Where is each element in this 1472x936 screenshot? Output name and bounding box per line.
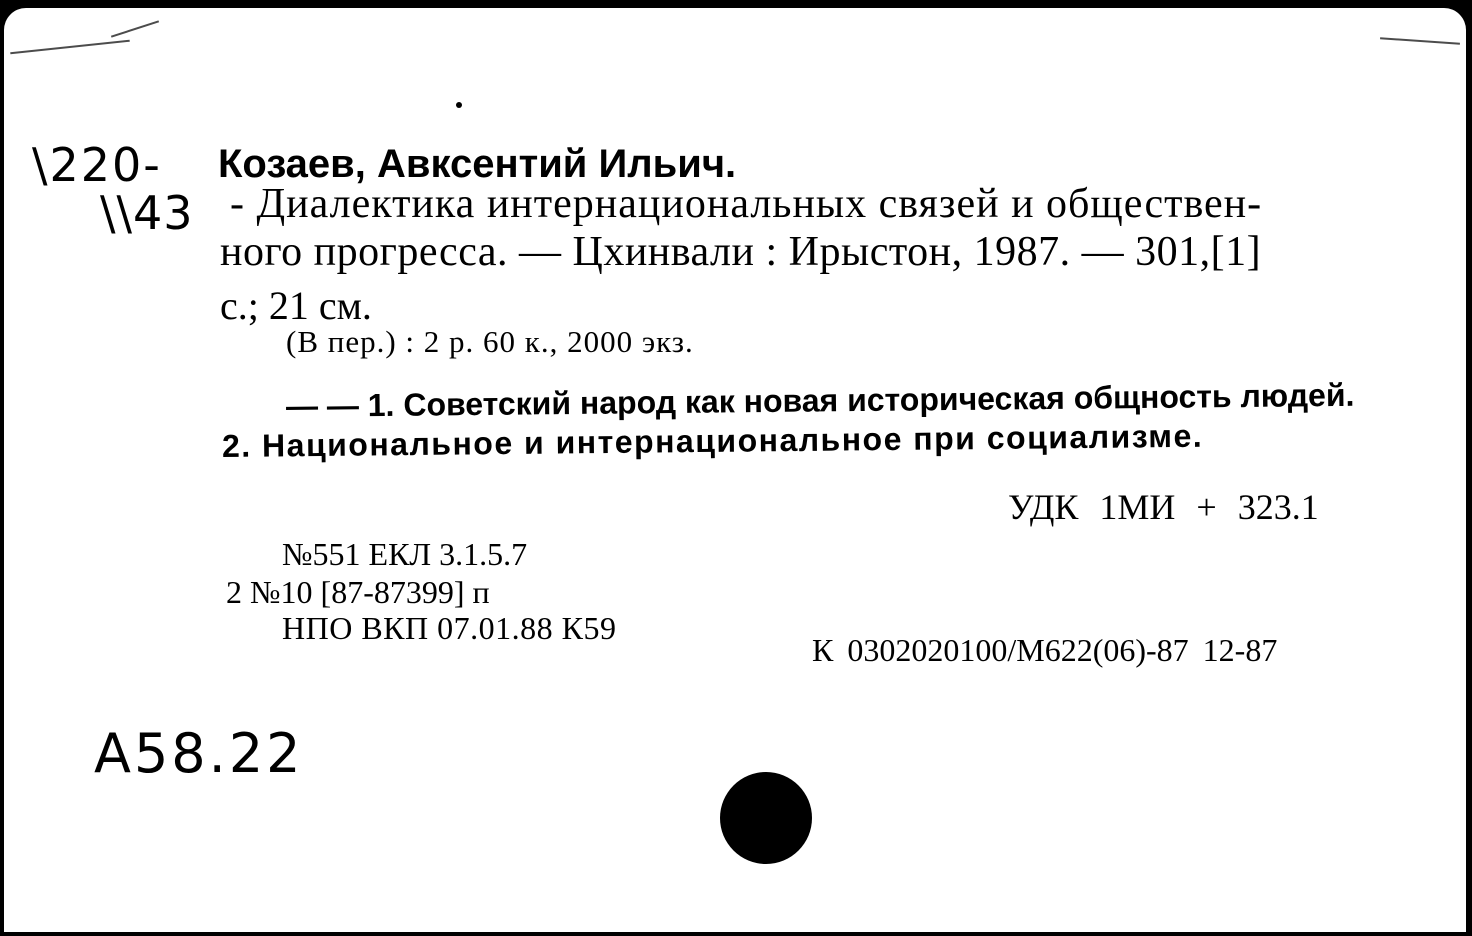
shelfmark-top-line2: \\43 (100, 186, 194, 240)
price-line: (В пер.) : 2 р. 60 к., 2000 экз. (286, 324, 694, 359)
author-heading: Козаев, Авксентий Ильич. (218, 142, 737, 186)
title-line-2: ного прогресса. — Цхинвали : Ирыстон, 1987. — 301,[1] (220, 229, 1262, 275)
code-line-1: №551 ЕКЛ 3.1.5.7 (282, 536, 528, 572)
shelfmark-top-line1: \220- (32, 138, 162, 192)
ink-dot (456, 102, 462, 108)
title-line-1: - Диалектика интернациональных связей и обществен- (230, 181, 1263, 227)
punch-hole (720, 772, 812, 864)
k-code: К 0302020100/М622(06)-87 12-87 (812, 632, 1278, 668)
code-line-2: 2 №10 [87-87399] п (226, 574, 490, 610)
shelfmark-bottom: A58.22 (94, 722, 304, 785)
physical-description: с.; 21 см. (220, 283, 372, 328)
udk-code: УДК 1МИ + 323.1 (1008, 487, 1319, 527)
subject-line-2: 2. Национальное и интернациональное при социализме. (221, 417, 1204, 464)
code-line-3: НПО ВКП 07.01.88 К59 (282, 610, 617, 646)
subject-line-1: — — 1. Советский народ как новая историческая общность людей. (285, 376, 1355, 424)
